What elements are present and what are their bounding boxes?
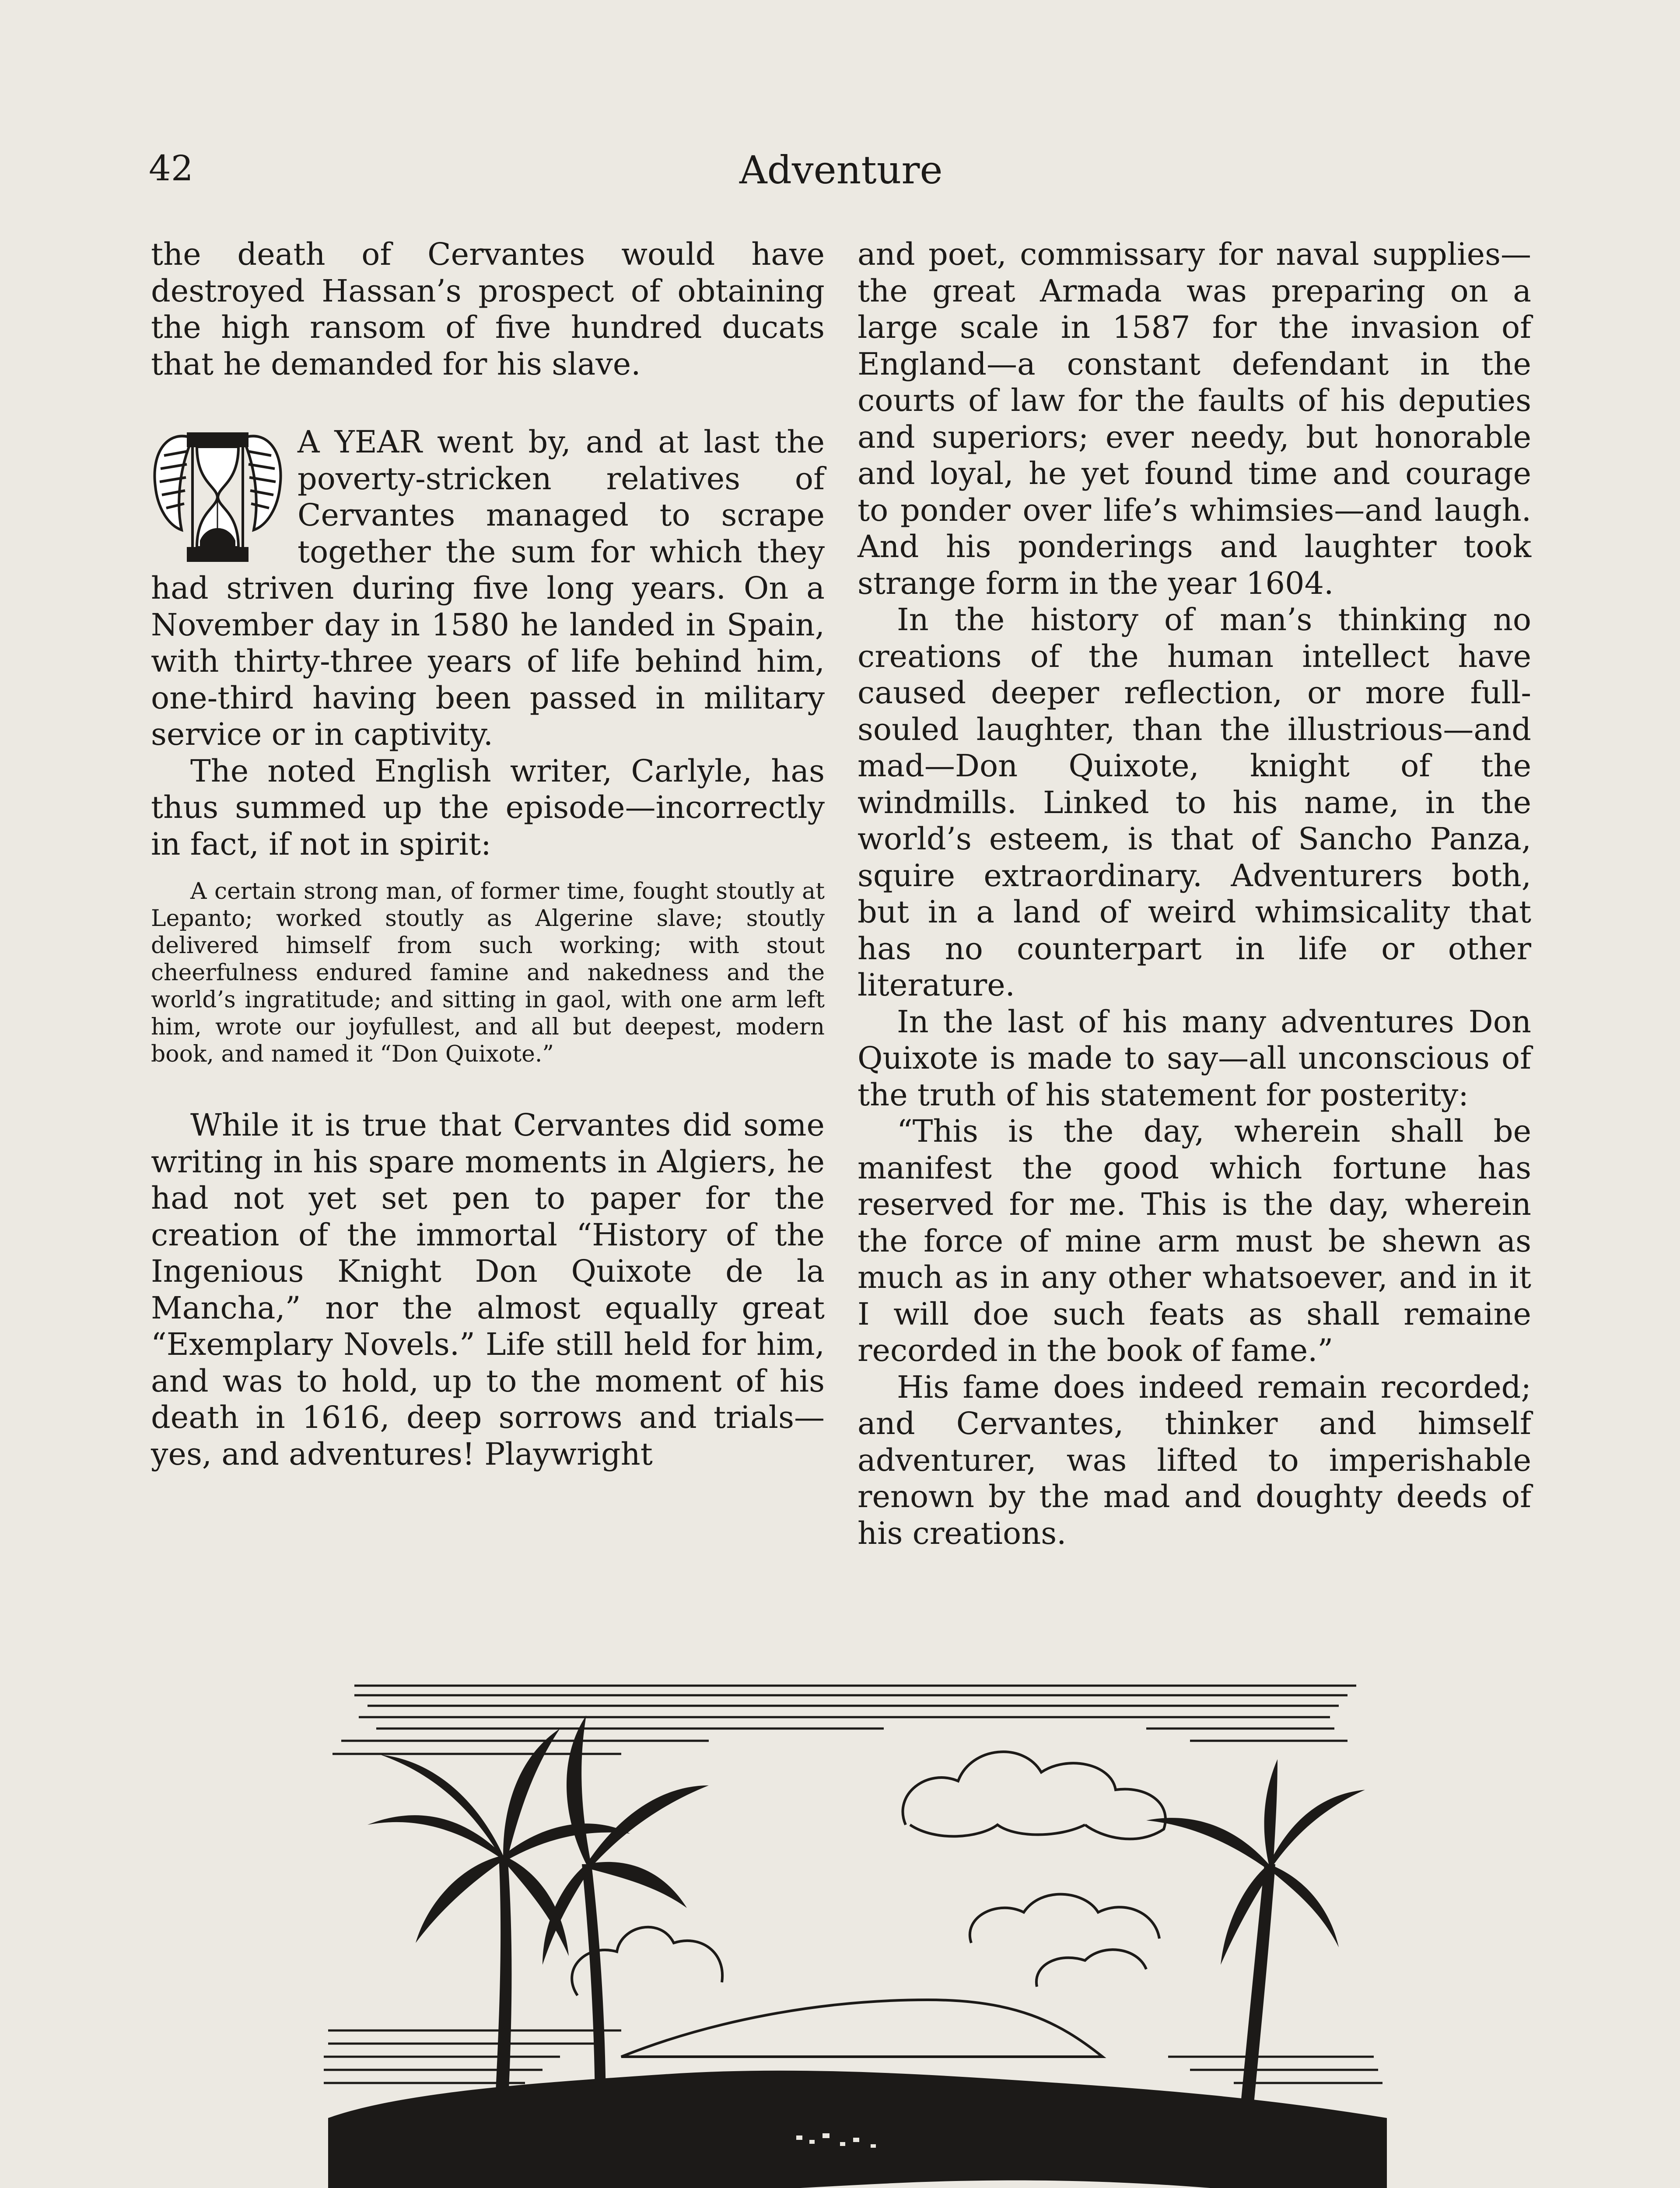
winged-hourglass-icon bbox=[151, 421, 284, 569]
page-number: 42 bbox=[149, 148, 193, 189]
running-title: Adventure bbox=[739, 147, 943, 193]
paragraph: In the history of man’s thinking no creations of the human intellect have caused deeper reflection, or more full-souled laughter, than the illustrious—and mad—Don Quixote, knight of the windmills. Linked to his name, in the world’s esteem, is that of Sancho Panza, squire extraordinary. Adventurers both, but in a land of weird whimsicality that has no counterpart in life or other literature. bbox=[858, 602, 1531, 1003]
paragraph: The noted English writer, Carlyle, has thus summed up the episode—incorrectly in fact, if not in spirit: bbox=[151, 753, 825, 862]
block-quote bbox=[151, 878, 825, 1068]
paragraph: In the last of his many adventures Don Quixote is made to say—all unconscious of the truth of his statement for posterity: bbox=[858, 1003, 1531, 1113]
paragraph: “This is the day, wherein shall be manifest the good which fortune has reserved for me. This is the day, wherein the force of mine arm must be shewn as much as in any other whatsoever, and in it I will doe such feats as shall remaine recorded in the book of fame.” bbox=[858, 1113, 1531, 1368]
paragraph: the death of Cervantes would have destroyed Hassan’s prospect of obtaining the high ransom of five hundred ducats that he demanded for his slave. bbox=[151, 236, 825, 382]
left-column bbox=[151, 236, 825, 1473]
palm-trees-landscape-illustration bbox=[315, 1680, 1400, 2188]
paragraph: While it is true that Cervantes did some writing in his spare moments in Algiers, he had not yet set pen to paper for the creation of the immortal “History of the Ingenious Knight Don Quixote de la Mancha,” nor the almost equally great “Exemplary Novels.” Life still held for him, and was to hold, up to the moment of his death in 1616, deep sorrows and trials—yes, and adventures! Playwright bbox=[151, 1107, 825, 1472]
paragraph: A YEAR went by, and at last the poverty-stricken relatives of Cervantes managed to scrape together the sum for which they had striven during five long years. On a November day in 1580 he landed in Spain, with thirty-three years of life behind him, one-third having been passed in military service or in captivity. bbox=[151, 424, 825, 752]
right-column bbox=[858, 236, 1531, 1552]
paragraph: and poet, commissary for naval supplies—the great Armada was preparing on a large scale in 1587 for the invasion of England—a constant defendant in the courts of law for the faults of his deputies and superiors; ever needy, but honorable and loyal, he yet found time and courage to ponder over life’s whimsies—and laugh. And his ponderings and laughter took strange form in the year 1604. bbox=[858, 236, 1531, 601]
paragraph: His fame does indeed remain recorded; and Cervantes, thinker and himself adventurer, was lifted to imperishable renown by the mad and doughty deeds of his creations. bbox=[858, 1369, 1531, 1551]
quote-text: A certain strong man, of former time, fought stoutly at Lepanto; worked stoutly as Algerine slave; stoutly delivered himself from such working; with stout cheerfulness endured famine and nakedness and the world’s ingratitude; and sitting in gaol, with one arm left him, wrote our joyfullest, and all but deepest, modern book, and named it “Don Quixote.” bbox=[151, 878, 825, 1067]
